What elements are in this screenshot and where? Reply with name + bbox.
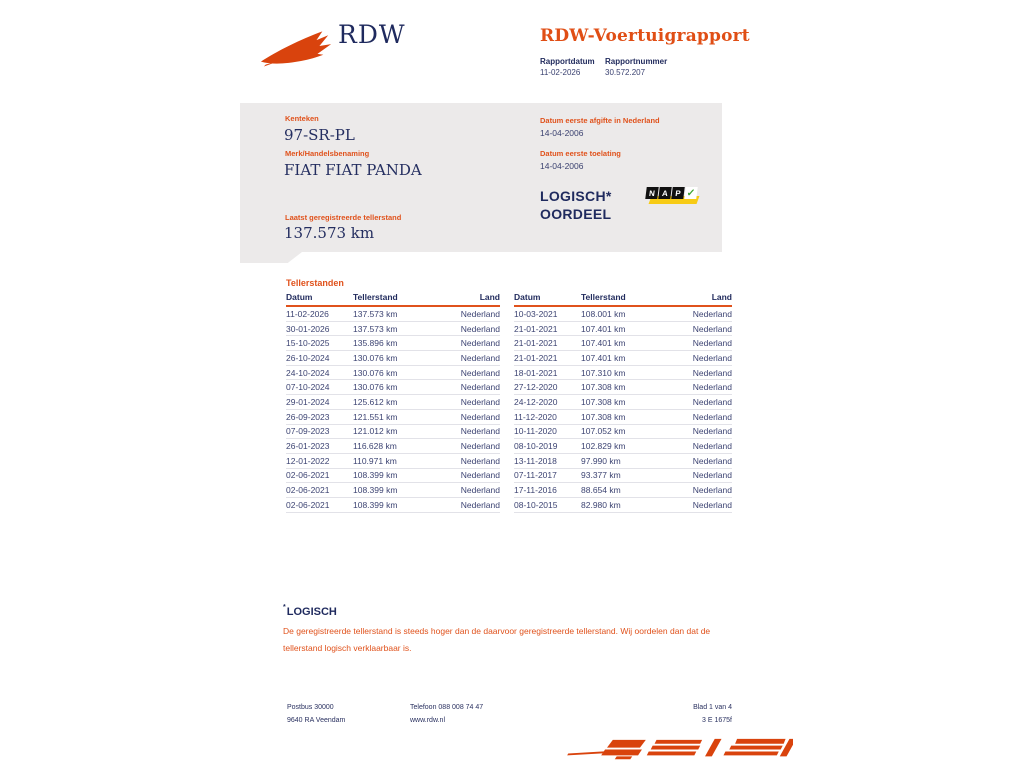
table-row — [514, 322, 732, 337]
table-cell-tellerstand: 108.399 km — [353, 470, 398, 481]
table-cell-tellerstand: 108.399 km — [353, 485, 398, 496]
footer-website: www.rdw.nl — [410, 717, 446, 724]
table-cell-tellerstand: 121.551 km — [353, 411, 398, 422]
rdw-corner-stripes-graphic — [553, 735, 793, 768]
table-cell-datum: 26-10-2024 — [286, 352, 330, 363]
table-cell-land: Nederland — [460, 308, 500, 319]
table-cell-datum: 07-09-2023 — [286, 426, 330, 437]
table-cell-land: Nederland — [460, 485, 500, 496]
table-cell-tellerstand: 125.612 km — [353, 396, 398, 407]
table-cell-land: Nederland — [692, 338, 732, 349]
eerste-toelating-label: Datum eerste toelating — [540, 149, 621, 158]
table-cell-tellerstand: 93.377 km — [581, 470, 621, 481]
table-cell-tellerstand: 130.076 km — [353, 382, 398, 393]
table-cell-datum: 02-06-2021 — [286, 499, 330, 510]
table-cell-land: Nederland — [692, 411, 732, 422]
table-cell-tellerstand: 137.573 km — [353, 323, 398, 334]
logisch-note — [283, 604, 735, 656]
col-land: Land — [711, 292, 732, 302]
table-cell-land: Nederland — [692, 441, 732, 452]
table-cell-tellerstand: 135.896 km — [353, 338, 398, 349]
table-cell-land: Nederland — [692, 367, 732, 378]
table-row — [286, 410, 500, 425]
table-row — [286, 454, 500, 469]
table-cell-land: Nederland — [460, 411, 500, 422]
laatste-tellerstand-label: Laatst geregistreerde tellerstand — [285, 213, 402, 222]
table-cell-tellerstand: 107.401 km — [581, 323, 626, 334]
table-row — [286, 307, 500, 322]
table-cell-tellerstand: 82.980 km — [581, 499, 621, 510]
eerste-afgifte-label: Datum eerste afgifte in Nederland — [540, 116, 660, 125]
nap-letter-p: P — [671, 187, 684, 199]
table-row — [286, 498, 500, 513]
merk-label: Merk/Handelsbenaming — [285, 149, 370, 158]
table-cell-tellerstand: 107.052 km — [581, 426, 626, 437]
table-cell-datum: 24-12-2020 — [514, 396, 558, 407]
table-cell-land: Nederland — [460, 338, 500, 349]
oordeel-line2: OORDEEL — [540, 206, 612, 222]
table-cell-tellerstand: 137.573 km — [353, 308, 398, 319]
table-row — [514, 483, 732, 498]
table-cell-datum: 08-10-2015 — [514, 499, 558, 510]
kenteken-value: 97-SR-PL — [284, 126, 355, 144]
table-cell-land: Nederland — [692, 352, 732, 363]
col-tellerstand: Tellerstand — [353, 292, 398, 302]
table-cell-datum: 30-01-2026 — [286, 323, 330, 334]
table-cell-land: Nederland — [460, 352, 500, 363]
table-cell-datum: 26-09-2023 — [286, 411, 330, 422]
table-cell-datum: 13-11-2018 — [514, 455, 557, 466]
table-row — [514, 410, 732, 425]
nap-check-icon: ✓ — [686, 187, 696, 199]
table-cell-datum: 11-12-2020 — [514, 411, 557, 422]
col-datum: Datum — [514, 292, 541, 302]
nap-letter-a: A — [658, 187, 671, 199]
table-cell-land: Nederland — [460, 396, 500, 407]
table-cell-datum: 02-06-2021 — [286, 485, 330, 496]
table-cell-datum: 10-11-2020 — [514, 426, 557, 437]
laatste-tellerstand-value: 137.573 km — [284, 224, 375, 242]
table-row — [514, 380, 732, 395]
table-row — [514, 307, 732, 322]
table-cell-datum: 02-06-2021 — [286, 470, 330, 481]
table-cell-land: Nederland — [460, 323, 500, 334]
eerste-toelating-value: 14-04-2006 — [540, 161, 584, 171]
table-cell-datum: 15-10-2025 — [286, 338, 330, 349]
table-row — [514, 498, 732, 513]
table-cell-land: Nederland — [692, 499, 732, 510]
table-row — [286, 336, 500, 351]
table-cell-tellerstand: 102.829 km — [581, 441, 626, 452]
table-row — [514, 395, 732, 410]
table-row — [514, 425, 732, 440]
table-cell-datum: 17-11-2016 — [514, 485, 557, 496]
table-cell-land: Nederland — [692, 485, 732, 496]
table-cell-tellerstand: 107.401 km — [581, 352, 626, 363]
table-row — [286, 380, 500, 395]
footer-address-line2: 9640 RA Veendam — [287, 717, 346, 724]
report-number-value: 30.572.207 — [605, 68, 646, 77]
table-cell-tellerstand: 116.628 km — [353, 441, 397, 452]
table-row — [286, 483, 500, 498]
table-cell-land: Nederland — [692, 426, 732, 437]
table-cell-land: Nederland — [692, 382, 732, 393]
table-row — [514, 439, 732, 454]
table-cell-land: Nederland — [692, 323, 732, 334]
table-cell-datum: 18-01-2021 — [514, 367, 558, 378]
rdw-wing-logo-icon — [258, 26, 336, 68]
report-number-label: Rapportnummer — [605, 57, 668, 66]
table-row — [514, 336, 732, 351]
table-cell-tellerstand: 110.971 km — [353, 455, 397, 466]
table-cell-land: Nederland — [692, 455, 732, 466]
table-cell-land: Nederland — [460, 470, 500, 481]
table-cell-land: Nederland — [460, 367, 500, 378]
footer-phone: Telefoon 088 008 74 47 — [410, 704, 484, 711]
eerste-afgifte-value: 14-04-2006 — [540, 128, 584, 138]
table-cell-land: Nederland — [692, 308, 732, 319]
table-cell-tellerstand: 130.076 km — [353, 367, 398, 378]
rdw-logo-text: RDW — [338, 20, 406, 49]
table-cell-tellerstand: 108.399 km — [353, 499, 398, 510]
table-row — [286, 469, 500, 484]
page-title: RDW-Voertuigrapport — [540, 26, 750, 46]
table-cell-tellerstand: 88.654 km — [581, 485, 621, 496]
nap-letter-n: N — [645, 187, 658, 199]
table-cell-land: Nederland — [692, 396, 732, 407]
report-date-label: Rapportdatum — [540, 57, 595, 66]
table-cell-datum: 07-11-2017 — [514, 470, 557, 481]
nap-logo — [646, 185, 702, 211]
table-cell-datum: 12-01-2022 — [286, 455, 330, 466]
kenteken-label: Kenteken — [285, 114, 319, 123]
table-cell-datum: 08-10-2019 — [514, 441, 558, 452]
table-cell-datum: 29-01-2024 — [286, 396, 330, 407]
table-row — [286, 351, 500, 366]
table-cell-tellerstand: 97.990 km — [581, 455, 621, 466]
table-header — [286, 292, 500, 307]
logisch-note-body: De geregistreerde tellerstand is steeds hoger dan de daarvoor geregistreerde tellerstand. Wij oordelen dan dat de tellerstand logisch verklaarbaar is. — [283, 626, 711, 653]
table-cell-tellerstand: 107.308 km — [581, 411, 626, 422]
table-row — [286, 395, 500, 410]
table-cell-datum: 26-01-2023 — [286, 441, 330, 452]
table-cell-datum: 24-10-2024 — [286, 367, 330, 378]
table-row — [514, 351, 732, 366]
table-row — [286, 366, 500, 381]
table-header — [514, 292, 732, 307]
table-cell-land: Nederland — [460, 382, 500, 393]
footer-address-line1: Postbus 30000 — [287, 704, 334, 711]
table-cell-datum: 11-02-2026 — [286, 308, 329, 319]
tellerstanden-table-right — [514, 292, 732, 513]
footer-page-number: Blad 1 van 4 — [693, 704, 732, 711]
col-tellerstand: Tellerstand — [581, 292, 626, 302]
table-row — [514, 469, 732, 484]
table-cell-tellerstand: 107.308 km — [581, 382, 626, 393]
footer-form-code: 3 E 1675f — [702, 717, 732, 724]
table-cell-datum: 21-01-2021 — [514, 352, 558, 363]
table-cell-datum: 10-03-2021 — [514, 308, 558, 319]
tellerstanden-title: Tellerstanden — [286, 278, 344, 288]
table-cell-tellerstand: 108.001 km — [581, 308, 626, 319]
table-cell-datum: 07-10-2024 — [286, 382, 330, 393]
table-cell-datum: 21-01-2021 — [514, 338, 558, 349]
report-date-value: 11-02-2026 — [540, 68, 581, 77]
table-row — [514, 454, 732, 469]
col-datum: Datum — [286, 292, 313, 302]
oordeel-line1: LOGISCH* — [540, 188, 612, 204]
table-cell-datum: 27-12-2020 — [514, 382, 558, 393]
table-cell-land: Nederland — [460, 499, 500, 510]
table-cell-tellerstand: 107.310 km — [581, 367, 626, 378]
table-row — [286, 322, 500, 337]
asterisk: * — [283, 604, 286, 611]
table-cell-tellerstand: 107.401 km — [581, 338, 626, 349]
table-row — [286, 439, 500, 454]
merk-value: FIAT FIAT PANDA — [284, 161, 422, 179]
table-cell-land: Nederland — [460, 455, 500, 466]
col-land: Land — [479, 292, 500, 302]
table-cell-land: Nederland — [460, 441, 500, 452]
tellerstanden-table-left — [286, 292, 500, 513]
vehicle-summary-box-tail — [240, 252, 302, 263]
table-cell-land: Nederland — [692, 470, 732, 481]
table-cell-land: Nederland — [460, 426, 500, 437]
table-cell-tellerstand: 130.076 km — [353, 352, 398, 363]
table-row — [514, 366, 732, 381]
table-row — [286, 425, 500, 440]
table-cell-datum: 21-01-2021 — [514, 323, 558, 334]
table-cell-tellerstand: 107.308 km — [581, 396, 626, 407]
table-cell-tellerstand: 121.012 km — [353, 426, 398, 437]
logisch-note-title: *LOGISCH — [283, 604, 337, 618]
